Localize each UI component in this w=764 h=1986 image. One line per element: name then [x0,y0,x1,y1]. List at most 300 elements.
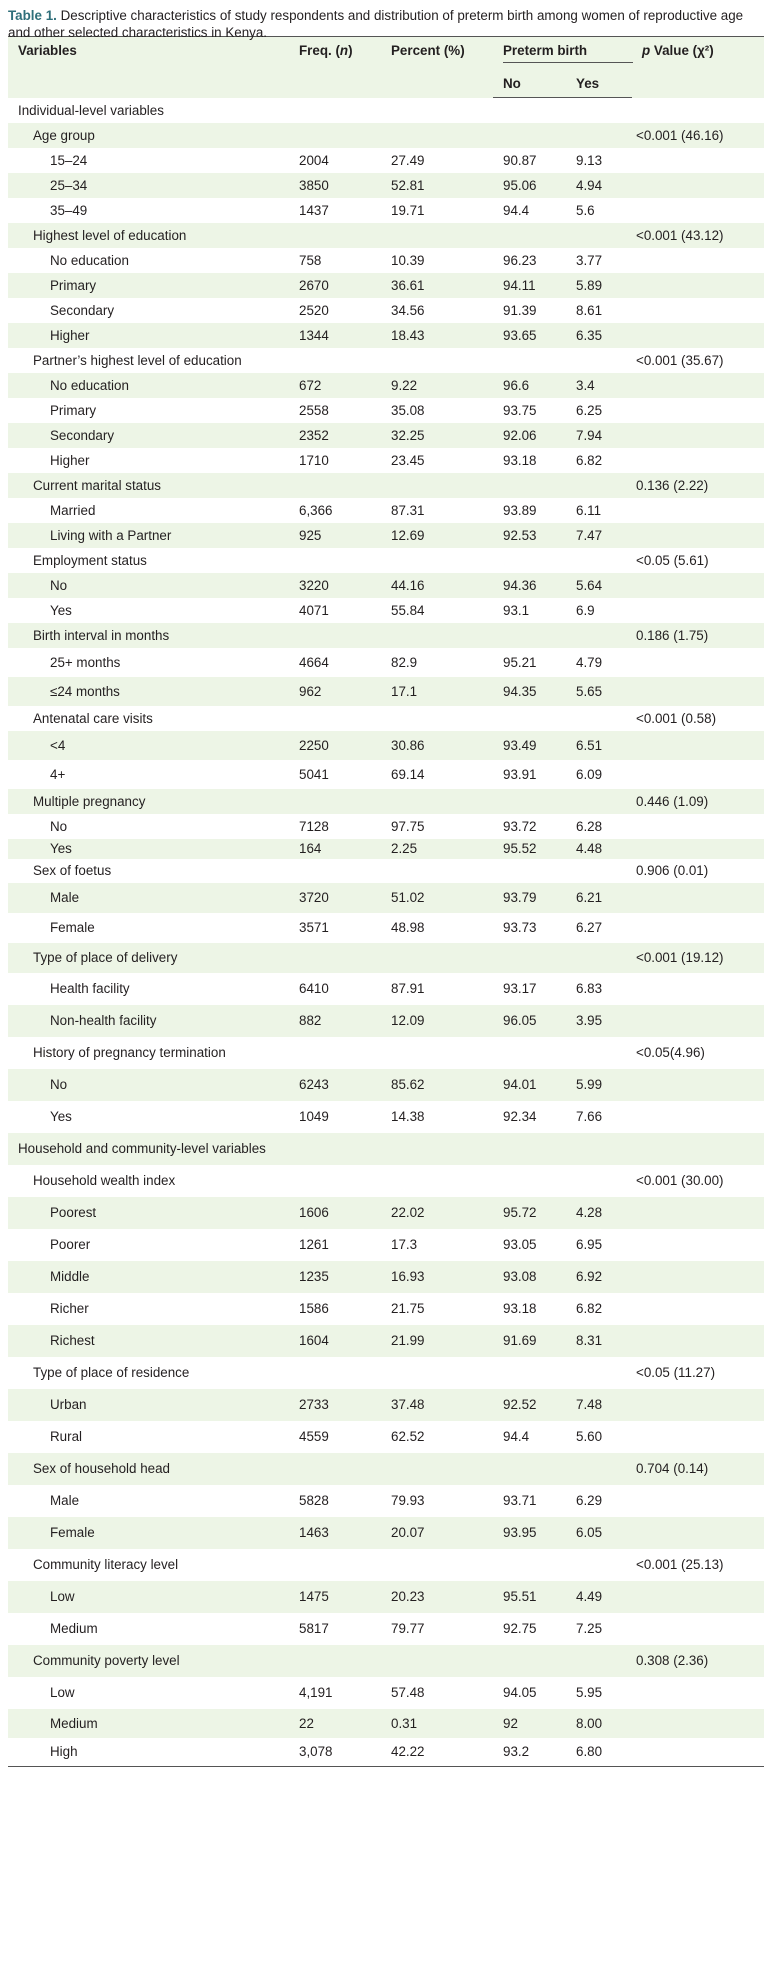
row-preterm-no: 93.95 [503,1525,537,1540]
row-preterm-yes: 7.25 [576,1621,603,1636]
row-label: Medium [50,1715,98,1731]
row-freq [289,348,381,373]
row-pvalue [632,973,764,1005]
row-label: Low [50,1589,75,1604]
row-preterm-yes: 6.21 [576,890,603,905]
row-pvalue [632,731,764,760]
table-row [8,1133,764,1165]
row-percent: 12.09 [391,1013,425,1028]
row-label: Sex of foetus [33,863,112,878]
table-row [8,706,764,731]
row-preterm-no [493,859,566,883]
row-pvalue [632,298,764,323]
table-header [8,37,764,98]
row-freq [289,473,381,498]
table-row [8,789,764,814]
row-freq: 3850 [299,177,329,193]
table-row [8,1709,764,1738]
table-row [8,760,764,789]
row-preterm-no: 94.36 [503,577,537,593]
row-pvalue [632,598,764,623]
row-percent: 17.3 [391,1237,418,1252]
row-preterm-yes: 6.29 [576,1493,603,1508]
row-pvalue [632,273,764,298]
table-row [8,198,764,223]
row-percent: 48.98 [391,920,425,935]
row-label: Birth interval in months [33,627,170,643]
table-row [8,1421,764,1453]
row-percent: 19.71 [391,202,425,218]
row-preterm-yes: 5.89 [576,277,603,293]
header-freq-n: n [339,43,349,58]
row-freq: 2004 [299,152,329,168]
row-preterm-no: 90.87 [503,152,537,168]
row-percent [381,98,493,123]
row-percent [381,1037,493,1069]
row-label: Poorer [50,1237,91,1252]
table-row [8,1005,764,1037]
row-percent: 37.48 [391,1397,425,1412]
row-percent: 87.31 [391,502,425,518]
row-preterm-yes: 5.99 [576,1077,603,1092]
row-preterm-yes [566,1037,632,1069]
row-label: Male [50,890,80,905]
row-preterm-yes [566,548,632,573]
row-percent: 18.43 [391,327,425,343]
row-label: 15–24 [50,152,88,168]
row-freq: 1235 [299,1269,329,1284]
table-row [8,883,764,913]
table-row [8,173,764,198]
row-freq [289,223,381,248]
row-freq: 2352 [299,427,329,443]
row-percent: 79.93 [391,1493,425,1508]
row-label: No education [50,377,129,393]
row-preterm-no: 96.05 [503,1013,537,1028]
row-preterm-no: 93.79 [503,890,537,905]
table-row [8,448,764,473]
row-label: Current marital status [33,477,161,493]
table-row [8,398,764,423]
row-preterm-no: 95.21 [503,654,537,670]
row-percent: 23.45 [391,452,425,468]
row-pvalue [632,1005,764,1037]
row-freq: 3,078 [289,1738,381,1767]
row-percent: 55.84 [391,602,425,618]
row-percent: 52.81 [391,177,425,193]
row-label: Middle [50,1269,90,1284]
row-pvalue [632,1197,764,1229]
row-preterm-no [493,1645,566,1677]
row-preterm-no [493,1549,566,1581]
row-pvalue: 0.308 (2.36) [636,1653,709,1668]
row-preterm-yes: 8.31 [576,1333,603,1348]
row-preterm-yes [566,1453,632,1485]
row-percent: 9.22 [391,377,418,393]
row-freq: 2520 [299,302,329,318]
row-preterm-yes: 5.6 [576,202,595,218]
row-percent: 27.49 [391,152,425,168]
row-percent: 36.61 [391,277,425,293]
row-label: Type of place of delivery [33,950,178,965]
row-preterm-yes: 4.79 [576,654,603,670]
row-pvalue: <0.001 (0.58) [636,710,717,726]
row-percent: 97.75 [391,818,425,834]
row-label: 25–34 [50,177,88,193]
table-row [8,323,764,348]
row-preterm-yes: 6.11 [576,502,602,518]
table-caption [8,0,764,40]
row-preterm-no: 93.49 [503,737,537,753]
row-pvalue [632,760,764,789]
row-freq [289,943,381,973]
row-preterm-yes: 6.05 [576,1525,603,1540]
row-percent [381,1549,493,1581]
row-preterm-no [493,789,566,814]
table-row [8,1453,764,1485]
row-preterm-yes: 4.49 [576,1589,603,1604]
row-label: Yes [50,1109,72,1124]
row-freq [289,1357,381,1389]
row-label: Community literacy level [33,1557,179,1572]
row-pvalue [632,1293,764,1325]
table-row [8,623,764,648]
row-label: 4+ [50,766,66,782]
header-preterm [493,37,632,70]
row-preterm-yes [566,348,632,373]
row-pvalue [632,323,764,348]
row-label: No education [50,252,129,268]
row-preterm-yes: 6.51 [576,737,603,753]
header-preterm-label: Preterm birth [503,43,633,63]
row-freq: 3571 [299,920,329,935]
row-freq: 7128 [299,818,329,834]
row-label: Living with a Partner [50,527,172,543]
row-freq: 882 [299,1013,322,1028]
row-pvalue: 0.446 (1.09) [636,793,709,809]
row-pvalue: <0.05 (5.61) [636,552,709,568]
row-pvalue [632,1389,764,1421]
table-row [8,498,764,523]
row-label: Higher [50,452,90,468]
row-percent: 35.08 [391,402,425,418]
row-preterm-yes: 7.94 [576,427,603,443]
row-percent: 21.99 [391,1333,425,1348]
row-preterm-no: 93.18 [503,452,537,468]
row-preterm-no: 93.65 [503,327,537,343]
table-row [8,373,764,398]
row-percent: 85.62 [391,1077,425,1092]
row-preterm-no: 92.34 [503,1109,537,1124]
table-row [8,973,764,1005]
row-freq: 925 [299,527,322,543]
row-preterm-yes: 6.83 [576,981,603,996]
row-preterm-no: 95.72 [503,1205,537,1220]
row-pvalue [632,523,764,548]
row-pvalue [632,573,764,598]
row-label: Male [50,1493,80,1508]
row-preterm-yes [566,1133,632,1165]
row-preterm-no: 93.89 [503,502,537,518]
row-preterm-yes: 6.35 [576,327,603,343]
row-label: No [50,1077,68,1092]
table-row [8,1389,764,1421]
row-label: Yes [50,602,72,618]
row-label: Type of place of residence [33,1365,190,1380]
row-pvalue: <0.05(4.96) [636,1045,705,1060]
row-preterm-yes: 6.92 [576,1269,603,1284]
row-preterm-yes: 6.27 [576,920,603,935]
table-row [8,1485,764,1517]
row-pvalue: <0.001 (46.16) [636,127,724,143]
row-percent [381,789,493,814]
row-preterm-no: 92.52 [503,1397,537,1412]
row-percent [381,1133,493,1165]
row-percent: 51.02 [391,890,425,905]
row-freq [289,98,381,123]
table-row [8,859,764,883]
row-freq: 672 [299,377,322,393]
row-label: Secondary [50,302,115,318]
table-row [8,1357,764,1389]
row-pvalue [632,98,764,123]
row-preterm-no: 92.53 [503,527,537,543]
row-pvalue [632,1229,764,1261]
row-percent [381,943,493,973]
row-preterm-no: 96.6 [503,377,530,393]
table-row [8,1293,764,1325]
row-preterm-yes: 9.13 [576,152,603,168]
row-pvalue: 0.136 (2.22) [636,477,709,493]
data-table [8,36,764,1767]
row-percent: 20.07 [391,1525,425,1540]
table-row [8,943,764,973]
row-pvalue: <0.05 (11.27) [636,1365,716,1380]
row-pvalue [632,648,764,677]
row-pvalue: 0.186 (1.75) [636,627,709,643]
row-label: Urban [50,1397,87,1412]
row-label: <4 [50,737,66,753]
row-freq: 2733 [299,1397,329,1412]
row-preterm-yes: 5.95 [576,1685,603,1700]
row-preterm-no [493,1165,566,1197]
row-freq [289,789,381,814]
row-preterm-yes [566,123,632,148]
table-row [8,1581,764,1613]
row-label: History of pregnancy termination [33,1045,226,1060]
row-label: High [8,1738,289,1767]
row-preterm-no: 93.08 [503,1269,537,1284]
row-freq [289,1165,381,1197]
header-no: No [493,69,566,98]
row-preterm-no [493,548,566,573]
table-row [8,223,764,248]
table-row [8,298,764,323]
row-freq [289,1133,381,1165]
row-preterm-yes [566,859,632,883]
table-row [8,573,764,598]
table-row [8,1261,764,1293]
row-preterm-yes: 6.80 [566,1738,632,1767]
row-preterm-no: 94.05 [503,1685,537,1700]
row-percent: 69.14 [391,766,425,782]
row-label: Poorest [50,1205,97,1220]
row-label: Medium [50,1621,98,1636]
row-label: Richer [50,1301,89,1316]
table-row [8,731,764,760]
row-percent: 17.1 [391,683,418,699]
table-row [8,473,764,498]
row-pvalue [632,1485,764,1517]
row-preterm-yes: 8.00 [576,1715,603,1731]
table-body [8,98,764,1767]
header-freq-close: ) [348,43,353,58]
row-label: Higher [50,327,90,343]
row-pvalue [632,883,764,913]
row-preterm-yes: 4.48 [576,841,603,856]
row-preterm-yes [566,943,632,973]
row-percent: 14.38 [391,1109,425,1124]
row-pvalue [632,1517,764,1549]
row-pvalue [632,423,764,448]
row-percent [381,1357,493,1389]
row-freq: 2250 [299,737,329,753]
row-freq: 6410 [299,981,329,996]
row-preterm-no: 91.39 [503,302,537,318]
row-label: Primary [50,402,97,418]
row-percent: 79.77 [391,1621,425,1636]
row-label: Highest level of education [33,227,187,243]
row-preterm-no [493,1453,566,1485]
row-percent: 87.91 [391,981,425,996]
row-label: Yes [50,841,72,856]
table-row [8,1197,764,1229]
row-percent: 20.23 [391,1589,425,1604]
row-label: Rural [50,1429,82,1444]
row-label: Female [50,920,95,935]
row-pvalue [632,448,764,473]
row-preterm-no: 93.71 [503,1493,537,1508]
row-freq: 1437 [299,202,329,218]
row-preterm-no: 93.2 [493,1738,566,1767]
table-row [8,348,764,373]
table-row [8,1325,764,1357]
row-percent [381,473,493,498]
row-freq [289,1453,381,1485]
table-row [8,1229,764,1261]
row-freq: 5828 [299,1493,329,1508]
row-pvalue [632,1325,764,1357]
table-row [8,123,764,148]
row-pvalue [632,373,764,398]
row-preterm-yes [566,473,632,498]
row-preterm-yes [566,706,632,731]
row-label: Low [50,1685,75,1700]
row-percent: 0.31 [391,1715,418,1731]
row-freq: 22 [299,1715,314,1731]
table-row [8,1069,764,1101]
row-label: Partner’s highest level of education [33,352,242,368]
row-preterm-no: 94.11 [503,277,536,293]
row-preterm-yes: 6.9 [576,602,595,618]
row-pvalue: <0.001 (25.13) [636,1557,724,1572]
table-row [8,1549,764,1581]
header-freq-text: Freq. ( [299,43,340,58]
row-percent: 22.02 [391,1205,425,1220]
row-percent [381,1165,493,1197]
row-label: Household and community-level variables [18,1141,266,1156]
row-percent [381,223,493,248]
row-label: Age group [33,127,95,143]
row-label: Richest [50,1333,95,1348]
row-preterm-no [493,348,566,373]
row-preterm-no: 93.18 [503,1301,537,1316]
row-preterm-yes [566,98,632,123]
row-percent [381,123,493,148]
row-pvalue [632,1709,764,1738]
row-freq: 5817 [299,1621,329,1636]
row-label: Individual-level variables [18,102,164,118]
row-preterm-yes [566,223,632,248]
row-freq [289,706,381,731]
row-preterm-yes: 5.65 [576,683,603,699]
row-preterm-no [493,123,566,148]
row-pvalue [632,1101,764,1133]
row-preterm-yes: 4.28 [576,1205,603,1220]
row-pvalue [632,1261,764,1293]
row-percent [381,623,493,648]
row-pvalue [632,1581,764,1613]
row-preterm-no: 94.4 [503,202,530,218]
row-preterm-yes: 3.4 [576,377,595,393]
header-percent: Percent (%) [381,37,493,98]
table-row [8,648,764,677]
row-freq: 6243 [299,1077,329,1092]
row-preterm-no: 92.75 [503,1621,537,1636]
header-freq [289,37,381,98]
row-preterm-yes: 6.25 [576,402,603,418]
table-row [8,1613,764,1645]
row-label: Health facility [50,981,130,996]
row-label: Household wealth index [33,1173,176,1188]
row-freq [289,623,381,648]
row-preterm-yes: 5.60 [576,1429,603,1444]
caption-text: Descriptive characteristics of study respondents and distribution of preterm birth among women of reproductive age and other selected characteristics in Kenya. [8,8,744,40]
table-row [8,913,764,943]
row-pvalue [632,198,764,223]
row-preterm-yes: 6.09 [576,766,603,782]
row-percent: 30.86 [391,737,425,753]
row-pvalue [632,677,764,706]
row-percent: 16.93 [391,1269,425,1284]
row-pvalue [632,1421,764,1453]
table-container [8,0,764,1767]
table-row [8,1645,764,1677]
row-preterm-yes: 8.61 [576,302,603,318]
row-freq: 758 [299,252,322,268]
row-label: Secondary [50,427,115,443]
table-row [8,1677,764,1709]
row-freq: 3720 [299,890,329,905]
row-percent [381,1453,493,1485]
row-label: Non-health facility [50,1013,157,1028]
row-freq [289,859,381,883]
table-row [8,148,764,173]
row-freq: 5041 [299,766,329,782]
row-preterm-yes: 4.94 [576,177,603,193]
row-label: No [50,577,68,593]
row-preterm-no: 93.05 [503,1237,537,1252]
